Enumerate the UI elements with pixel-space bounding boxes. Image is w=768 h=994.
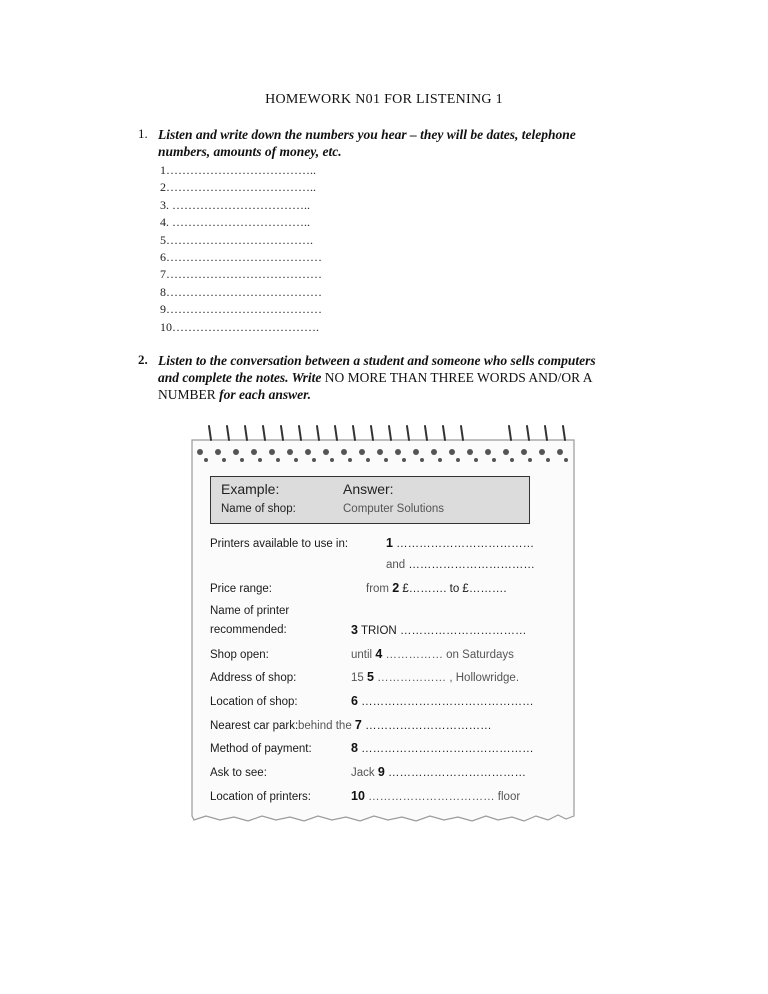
answer-blank: …………………………… — [408, 559, 535, 571]
answer-number: 10 — [351, 789, 365, 803]
answer-prefix: from — [366, 583, 389, 595]
notes-label: Location of printers: — [210, 791, 312, 803]
answer-line[interactable]: 1……………………………….. — [160, 163, 316, 177]
question-1-line-2: numbers, amounts of money, etc. — [158, 144, 342, 159]
notes-label: Name of printer — [210, 605, 290, 617]
question-2-line-1: Listen to the conversation between a student and someone who sells computers — [158, 353, 596, 368]
answer-line[interactable]: 6………………………………… — [160, 250, 322, 265]
spiral-binding — [209, 426, 565, 440]
question-2-line-2-plain: NO MORE THAN THREE WORDS AND/OR A — [324, 370, 593, 385]
answer-prefix: until — [351, 649, 373, 661]
answer-line[interactable]: 10………………………………. — [160, 319, 319, 334]
notebook-notes-image — [186, 418, 578, 830]
answer-line[interactable]: 9………………………………… — [160, 302, 322, 317]
answer-blank: …………………………… — [399, 625, 527, 637]
answer-line[interactable]: 4. …………………………….. — [160, 215, 310, 230]
notes-answer-1[interactable] — [386, 536, 534, 550]
answer-blank: …………………………… floor — [368, 791, 521, 803]
notes-answer-8[interactable] — [351, 741, 534, 755]
answer-line[interactable]: 5………………………………. — [160, 232, 313, 247]
notes-answer-10[interactable] — [351, 789, 520, 803]
answer-line[interactable]: 3. …………………………….. — [160, 197, 310, 212]
answer-blank: …………………………… — [365, 720, 492, 732]
notes-label: Shop open: — [210, 649, 269, 661]
answer-number: 5 — [367, 670, 374, 684]
answer-blank: ……………………………………… — [361, 743, 534, 755]
answer-blank: ……………………………… — [388, 767, 527, 779]
question-1-line-1: Listen and write down the numbers you hear – they will be dates, telephone — [158, 127, 576, 142]
answer-line[interactable]: 2……………………………….. — [160, 180, 316, 195]
answer-number: 6 — [351, 694, 358, 708]
notes-label: Nearest car park: — [210, 720, 299, 732]
answer-prefix: and — [386, 559, 406, 571]
question-2-text — [158, 352, 596, 403]
example-field: Name of shop: — [221, 503, 296, 515]
answer-prefix: behind the — [298, 720, 352, 732]
answer-number: 7 — [354, 718, 362, 732]
notes-answer-1b[interactable] — [386, 559, 535, 571]
notes-answer-9[interactable] — [351, 765, 526, 779]
answer-line[interactable]: 8………………………………… — [160, 284, 322, 299]
notes-label: Printers available to use in: — [210, 538, 349, 550]
example-label: Example: — [221, 481, 280, 497]
answer-number: 4 — [375, 647, 383, 661]
question-2-line-2-italic: and complete the notes. Write — [158, 370, 325, 385]
answer-number: 2 — [392, 581, 400, 595]
notes-answer-2[interactable] — [366, 581, 507, 595]
answer-number: 3 — [351, 623, 358, 637]
notes-label: Address of shop: — [210, 672, 297, 684]
question-2-number: 2. — [138, 352, 148, 367]
notes-answer-7[interactable] — [298, 718, 492, 732]
notes-label: recommended: — [210, 624, 287, 636]
example-answer: Computer Solutions — [343, 503, 444, 515]
answer-prefix: 15 — [351, 672, 364, 684]
answer-blank: ……………… , Hollowridge. — [377, 672, 520, 684]
notes-label: Price range: — [210, 583, 273, 595]
notes-answer-4[interactable] — [351, 647, 514, 661]
answer-blank: ……………………………… — [396, 538, 535, 550]
notes-answer-5[interactable] — [351, 670, 519, 684]
question-2-line-3-italic: for each answer. — [215, 387, 312, 402]
answer-prefix: Jack — [351, 767, 375, 779]
answer-prefix: TRION — [360, 625, 397, 637]
answer-line[interactable]: 7………………………………… — [160, 267, 322, 282]
answer-blank: £………. to £………. — [402, 583, 507, 595]
notes-label: Method of payment: — [210, 743, 312, 755]
question-1-text — [158, 126, 576, 160]
answer-lines — [160, 162, 322, 336]
answer-number: 1 — [386, 536, 393, 550]
notes-label: Ask to see: — [210, 767, 267, 779]
question-2-line-3-plain: NUMBER — [158, 387, 216, 402]
page-title: HOMEWORK N01 FOR LISTENING 1 — [265, 92, 503, 107]
notes-answer-3[interactable] — [351, 623, 526, 637]
answer-blank: ……………………………………… — [361, 696, 534, 708]
question-1-number: 1. — [138, 126, 148, 141]
notes-label: Location of shop: — [210, 696, 298, 708]
question-2-line-2 — [158, 369, 596, 386]
answer-label: Answer: — [343, 481, 394, 497]
answer-number: 9 — [377, 765, 385, 779]
example-box — [210, 476, 530, 524]
answer-number: 8 — [351, 741, 358, 755]
question-2-line-3 — [158, 386, 596, 403]
notes-answer-6[interactable] — [351, 694, 534, 708]
answer-blank: …………… on Saturdays — [385, 649, 514, 661]
